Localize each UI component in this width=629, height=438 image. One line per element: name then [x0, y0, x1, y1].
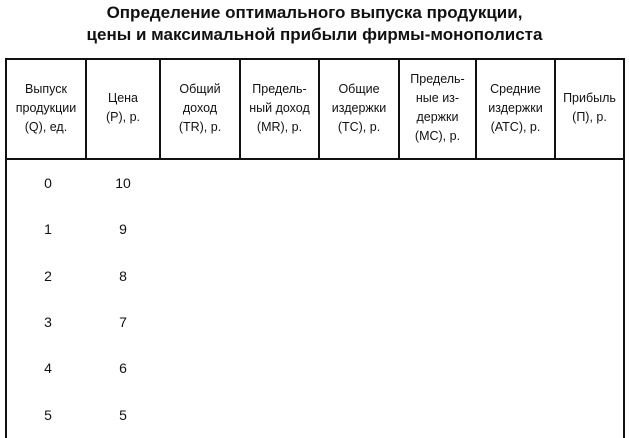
output-price-profit-table	[5, 58, 625, 438]
table-title-line-1: Определение оптимального выпуска продукции,	[106, 3, 523, 22]
row-p-value: 5	[119, 407, 127, 423]
header-price-p: Цена (P), р.	[105, 91, 141, 124]
row-q-value: 2	[44, 268, 52, 284]
row-p-value: 6	[119, 360, 127, 376]
row-q-value: 3	[44, 314, 52, 330]
row-p-value: 10	[115, 175, 131, 191]
row-q-value: 1	[44, 221, 52, 237]
row-p-value: 8	[119, 268, 127, 284]
header-marginal-cost-mc: Предель- ные из- держки (MC), р.	[410, 72, 465, 143]
row-p-value: 7	[119, 314, 127, 330]
row-q-value: 4	[44, 360, 52, 376]
header-marginal-revenue-mr: Предель- ный доход (MR), р.	[249, 81, 310, 134]
row-q-value: 0	[44, 175, 52, 191]
header-total-cost-tc: Общие издержки (TC), р.	[331, 81, 387, 134]
row-p-value: 9	[119, 221, 127, 237]
header-profit: Прибыль (П), р.	[563, 91, 616, 124]
header-average-cost-atc: Средние издержки (ATC), р.	[488, 81, 543, 134]
header-bottom-border	[5, 158, 625, 160]
header-total-revenue-tr: Общий доход (TR), р.	[178, 81, 222, 134]
table-right-border	[623, 58, 625, 438]
row-q-value: 5	[44, 407, 52, 423]
header-output-q: Выпуск продукции (Q), ед.	[15, 81, 77, 134]
table-title-line-2: цены и максимальной прибыли фирмы-монополиста	[86, 25, 543, 44]
